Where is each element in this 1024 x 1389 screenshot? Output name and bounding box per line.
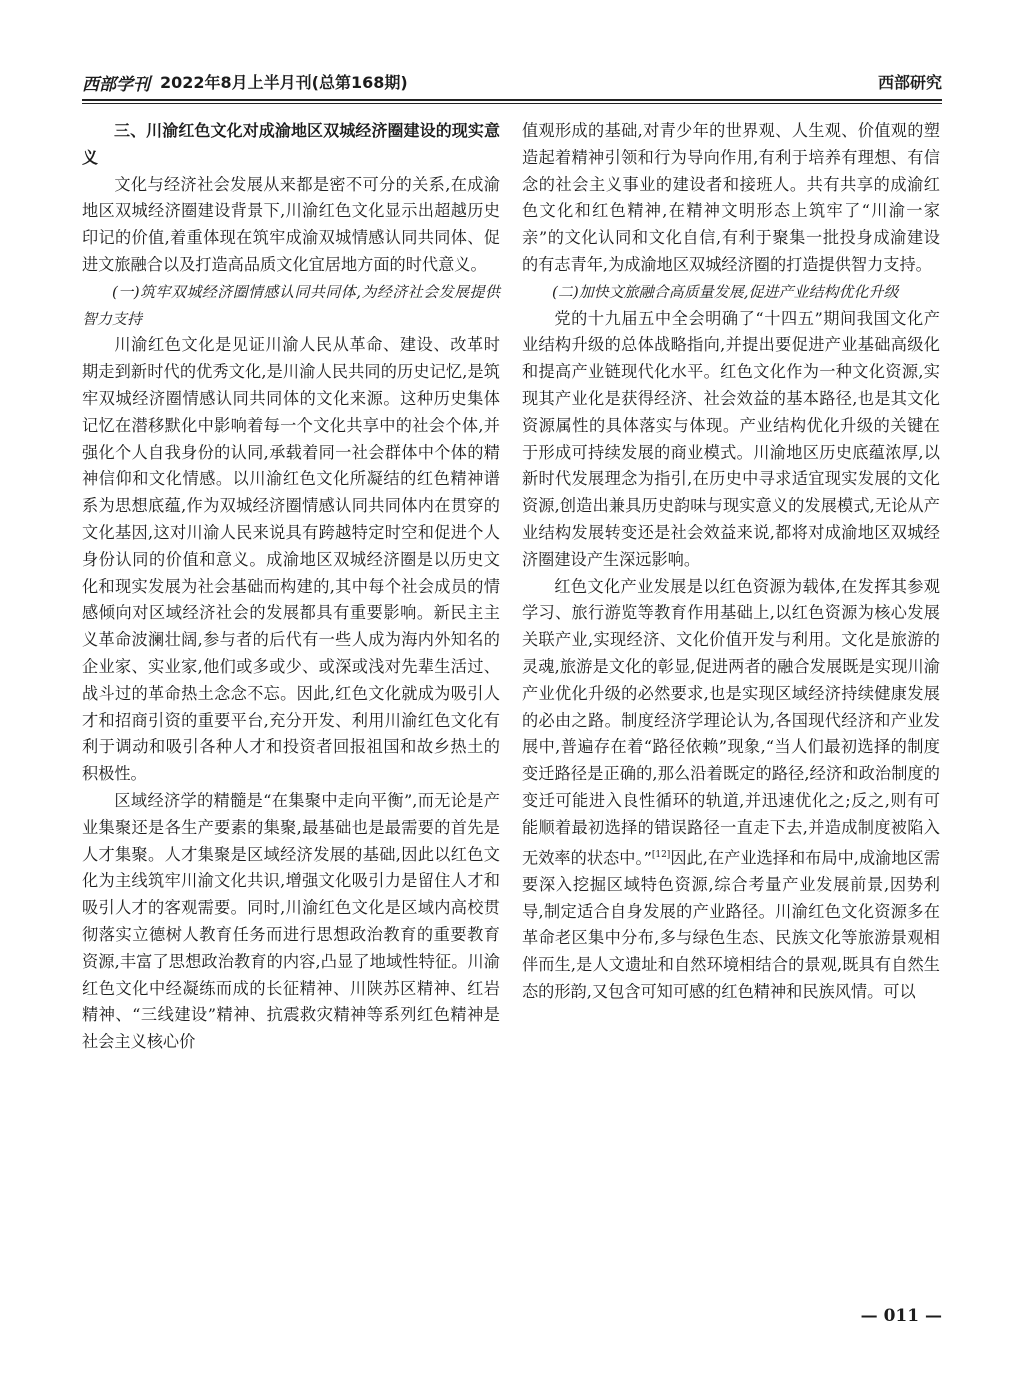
- paragraph: 区域经济学的精髓是“在集聚中走向平衡”,而无论是产业集聚还是各生产要素的集聚,最基础也是最需要的首先是人才集聚。人才集聚是区域经济发展的基础,因此以红色文化为主线筑牢川渝文化共识,增强文化吸引力是留住人才和吸引人才的客观需要。同时,川渝红色文化是区域内高校贯彻落实立德树人教育任务而进行思想政治教育的重要教育资源,丰富了思想政治教育的内容,凸显了地域性特征。川渝红色文化中经凝练而成的长征精神、川陕苏区精神、红岩精神、“三线建设”精神、抗震救灾精神等系列红色精神是社会主义核心价: [82, 790, 500, 1052]
- paragraph: 川渝红色文化是见证川渝人民从革命、建设、改革时期走到新时代的优秀文化,是川渝人民共同的历史记忆,是筑牢双城经济圈情感认同共同体的文化来源。这种历史集体记忆在潜移默化中影响着每一个文化共享中的社会个体,并强化个人自我身份的认同,承载着同一社会群体中个体的精神信仰和文化情感。以川渝红色文化所凝结的红色精神谱系为思想底蕴,作为双城经济圈情感认同共同体内在贯穿的文化基因,这对川渝人民来说具有跨越特定时空和促进个人身份认同的价值和意义。成渝地区双城经济圈是以历史文化和现实发展为社会基础而构建的,其中每个社会成员的情感倾向对区域经济社会的发展都具有重要影响。新民主主义革命波澜壮阔,参与者的后代有一些人成为海内外知名的企业家、实业家,他们或多或少、或深或浅对先辈生活过、战斗过的革命热土念念不忘。因此,红色文化就成为吸引人才和招商引资的重要平台,充分开发、利用川渝红色文化有利于调动和吸引各种人才和投资者回报祖国和故乡热土的积极性。: [82, 335, 500, 784]
- section-heading: 三、川渝红色文化对成渝地区双城经济圈建设的现实意义: [82, 121, 500, 167]
- section-name: 西部研究: [877, 73, 942, 92]
- subheading: (一)筑牢双城经济圈情感认同共同体,为经济社会发展提供智力支持: [82, 282, 500, 328]
- right-column: [522, 118, 940, 1006]
- subheading: (二)加快文旅融合高质量发展,促进产业结构优化升级: [552, 282, 899, 301]
- paragraph-text: 因此,在产业选择和布局中,成渝地区需要深入挖掘区域特色资源,综合考量产业发展前景,因势利导,制定适合自身发展的产业路径。川渝红色文化资源多在革命老区集中分布,多与绿色生态、民族文化等旅游景观相伴而生,是人文遗址和自然环境相结合的景观,既具有自然生态的形韵,又包含可知可感的红色精神和民族风情。可以: [522, 847, 940, 1001]
- page-header: [82, 68, 942, 96]
- citation-mark: [12]: [651, 849, 671, 860]
- page-number: — 011 —: [860, 1306, 942, 1326]
- paragraph: 文化与经济社会发展从来都是密不可分的关系,在成渝地区双城经济圈建设背景下,川渝红色文化显示出超越历史印记的价值,着重体现在筑牢成渝双城情感认同共同体、促进文旅融合以及打造高品质文化宜居地方面的时代意义。: [82, 174, 500, 274]
- paragraph: [522, 574, 940, 1006]
- paragraph: 党的十九届五中全会明确了“十四五”期间我国文化产业结构升级的总体战略指向,并提出要促进产业基础高级化和提高产业链现代化水平。红色文化作为一种文化资源,实现其产业化是获得经济、社会效益的基本路径,也是其文化资源属性的具体落实与体现。产业结构优化升级的关键在于形成可持续发展的商业模式。川渝地区历史底蕴浓厚,以新时代发展理念为指引,在历史中寻求适宜现实发展的文化资源,创造出兼具历史韵味与现实意义的发展模式,无论从产业结构发展转变还是社会效益来说,都将对成渝地区双城经济圈建设产生深远影响。: [522, 308, 940, 569]
- journal-logo: 西部学刊: [82, 75, 150, 95]
- header-rule-thin: [82, 103, 942, 104]
- left-column: [82, 118, 500, 1056]
- issue-info: 2022年8月上半月刊(总第168期): [160, 73, 408, 92]
- header-rule-thick: [82, 99, 942, 101]
- paragraph-text: 红色文化产业发展是以红色资源为载体,在发挥其参观学习、旅行游览等教育作用基础上,以红色资源为核心发展关联产业,实现经济、文化价值开发与利用。文化是旅游的灵魂,旅游是文化的彰显,促进两者的融合发展既是实现川渝产业优化升级的必然要求,也是实现区域经济持续健康发展的必由之路。制度经济学理论认为,各国现代经济和产业发展中,普遍存在着“路径依赖”现象,“当人们最初选择的制度变迁路径是正确的,那么沿着既定的路径,经济和政治制度的变迁可能进入良性循环的轨道,并迅速优化之;反之,则有可能顺着最初选择的错误路径一直走下去,并造成制度被陷入无效率的状态中。”: [522, 576, 940, 867]
- paragraph: 值观形成的基础,对青少年的世界观、人生观、价值观的塑造起着精神引领和行为导向作用,有利于培养有理想、有信念的社会主义事业的建设者和接班人。共有共享的成渝红色文化和红色精神,在精神文明形态上筑牢了“川渝一家亲”的文化认同和文化自信,有利于聚集一批投身成渝建设的有志青年,为成渝地区双城经济圈的打造提供智力支持。: [522, 121, 940, 274]
